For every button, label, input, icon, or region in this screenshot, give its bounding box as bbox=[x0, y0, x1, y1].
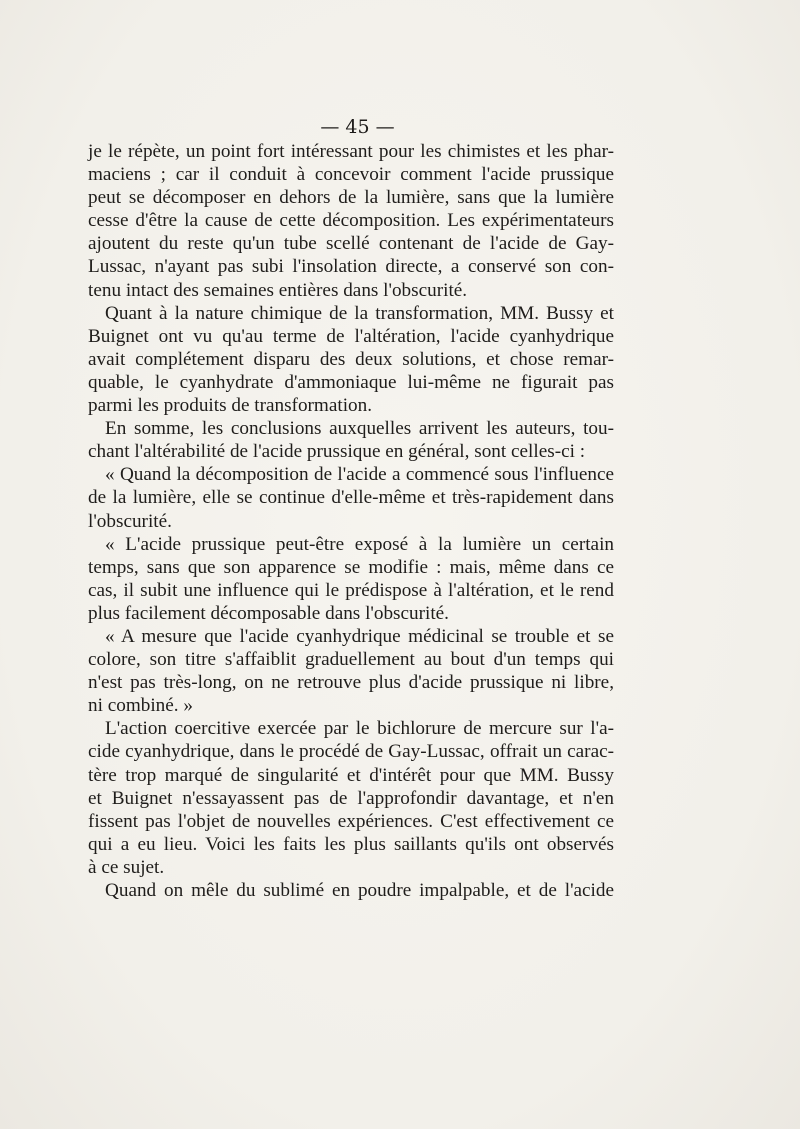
text-line: Lussac, n'ayant pas subi l'insolation directe, a conservé son con- bbox=[88, 256, 614, 278]
paragraph-2 bbox=[88, 302, 614, 417]
text-line: « A mesure que l'acide cyanhydrique médicinal se trouble et se bbox=[105, 625, 614, 647]
text-line: cas, il subit une influence qui le prédispose à l'altération, et le rend bbox=[88, 579, 614, 601]
text-line: peut se décomposer en dehors de la lumière, sans que la lumière bbox=[88, 187, 614, 209]
body-text bbox=[88, 140, 614, 902]
text-line: cesse d'être la cause de cette décomposition. Les expérimentateurs bbox=[88, 210, 614, 232]
text-line: L'action coercitive exercée par le bichlorure de mercure sur l'a- bbox=[105, 718, 614, 740]
page-number: — 45 — bbox=[320, 116, 395, 138]
paragraph-5-quote bbox=[88, 533, 614, 625]
text-line: quable, le cyanhydrate d'ammoniaque lui-même ne figurait pas bbox=[88, 371, 614, 393]
paragraph-4-quote bbox=[88, 463, 614, 532]
text-line: fissent pas l'objet de nouvelles expériences. C'est effectivement ce bbox=[88, 810, 614, 832]
text-line: et Buignet n'essayassent pas de l'approfondir davantage, et n'en bbox=[88, 787, 614, 809]
text-line: Buignet ont vu qu'au terme de l'altération, l'acide cyanhydrique bbox=[88, 325, 614, 347]
paragraph-1 bbox=[88, 140, 614, 302]
paragraph-8 bbox=[88, 879, 614, 902]
text-line: cide cyanhydrique, dans le procédé de Gay-Lussac, offrait un carac- bbox=[88, 741, 614, 763]
text-line: « Quand la décomposition de l'acide a commencé sous l'influence bbox=[105, 464, 614, 486]
text-line: « L'acide prussique peut-être exposé à la lumière un certain bbox=[105, 533, 614, 555]
text-line: je le répète, un point fort intéressant pour les chimistes et les phar- bbox=[88, 141, 614, 162]
paragraph-6-quote bbox=[88, 625, 614, 717]
text-line: Quand on mêle du sublimé en poudre impalpable, et de l'acide bbox=[105, 880, 614, 901]
text-line: l'obscurité. bbox=[88, 510, 172, 532]
paragraph-3 bbox=[88, 417, 614, 463]
paragraph-7 bbox=[88, 717, 614, 879]
text-line: temps, sans que son apparence se modifie : mais, même dans ce bbox=[88, 556, 614, 578]
text-line: En somme, les conclusions auxquelles arrivent les auteurs, tou- bbox=[105, 418, 614, 440]
text-line: de la lumière, elle se continue d'elle-même et très-rapidement dans bbox=[88, 487, 614, 509]
text-line: Quant à la nature chimique de la transformation, MM. Bussy et bbox=[105, 302, 614, 324]
text-line: parmi les produits de transformation. bbox=[88, 395, 373, 417]
text-line: à ce sujet. bbox=[88, 856, 165, 878]
text-line: tère trop marqué de singularité et d'intérêt pour que MM. Bussy bbox=[88, 764, 614, 786]
text-line: ajoutent du reste qu'un tube scellé contenant de l'acide de Gay- bbox=[88, 233, 614, 255]
text-line: plus facilement décomposable dans l'obscurité. bbox=[88, 602, 449, 624]
text-line: maciens ; car il conduit à concevoir comment l'acide prussique bbox=[88, 164, 614, 186]
text-line: avait complétement disparu des deux solutions, et chose remar- bbox=[88, 348, 614, 370]
text-line: chant l'altérabilité de l'acide prussique en général, sont celles-ci : bbox=[88, 441, 586, 463]
text-line: qui a eu lieu. Voici les faits les plus saillants qu'ils ont observés bbox=[88, 833, 614, 855]
text-line: colore, son titre s'affaiblit graduellement au bout d'un temps qui bbox=[88, 649, 614, 671]
text-line: n'est pas très-long, on ne retrouve plus d'acide prussique ni libre, bbox=[88, 672, 614, 694]
text-line: ni combiné. » bbox=[88, 695, 193, 717]
text-line: tenu intact des semaines entières dans l'obscurité. bbox=[88, 279, 468, 301]
